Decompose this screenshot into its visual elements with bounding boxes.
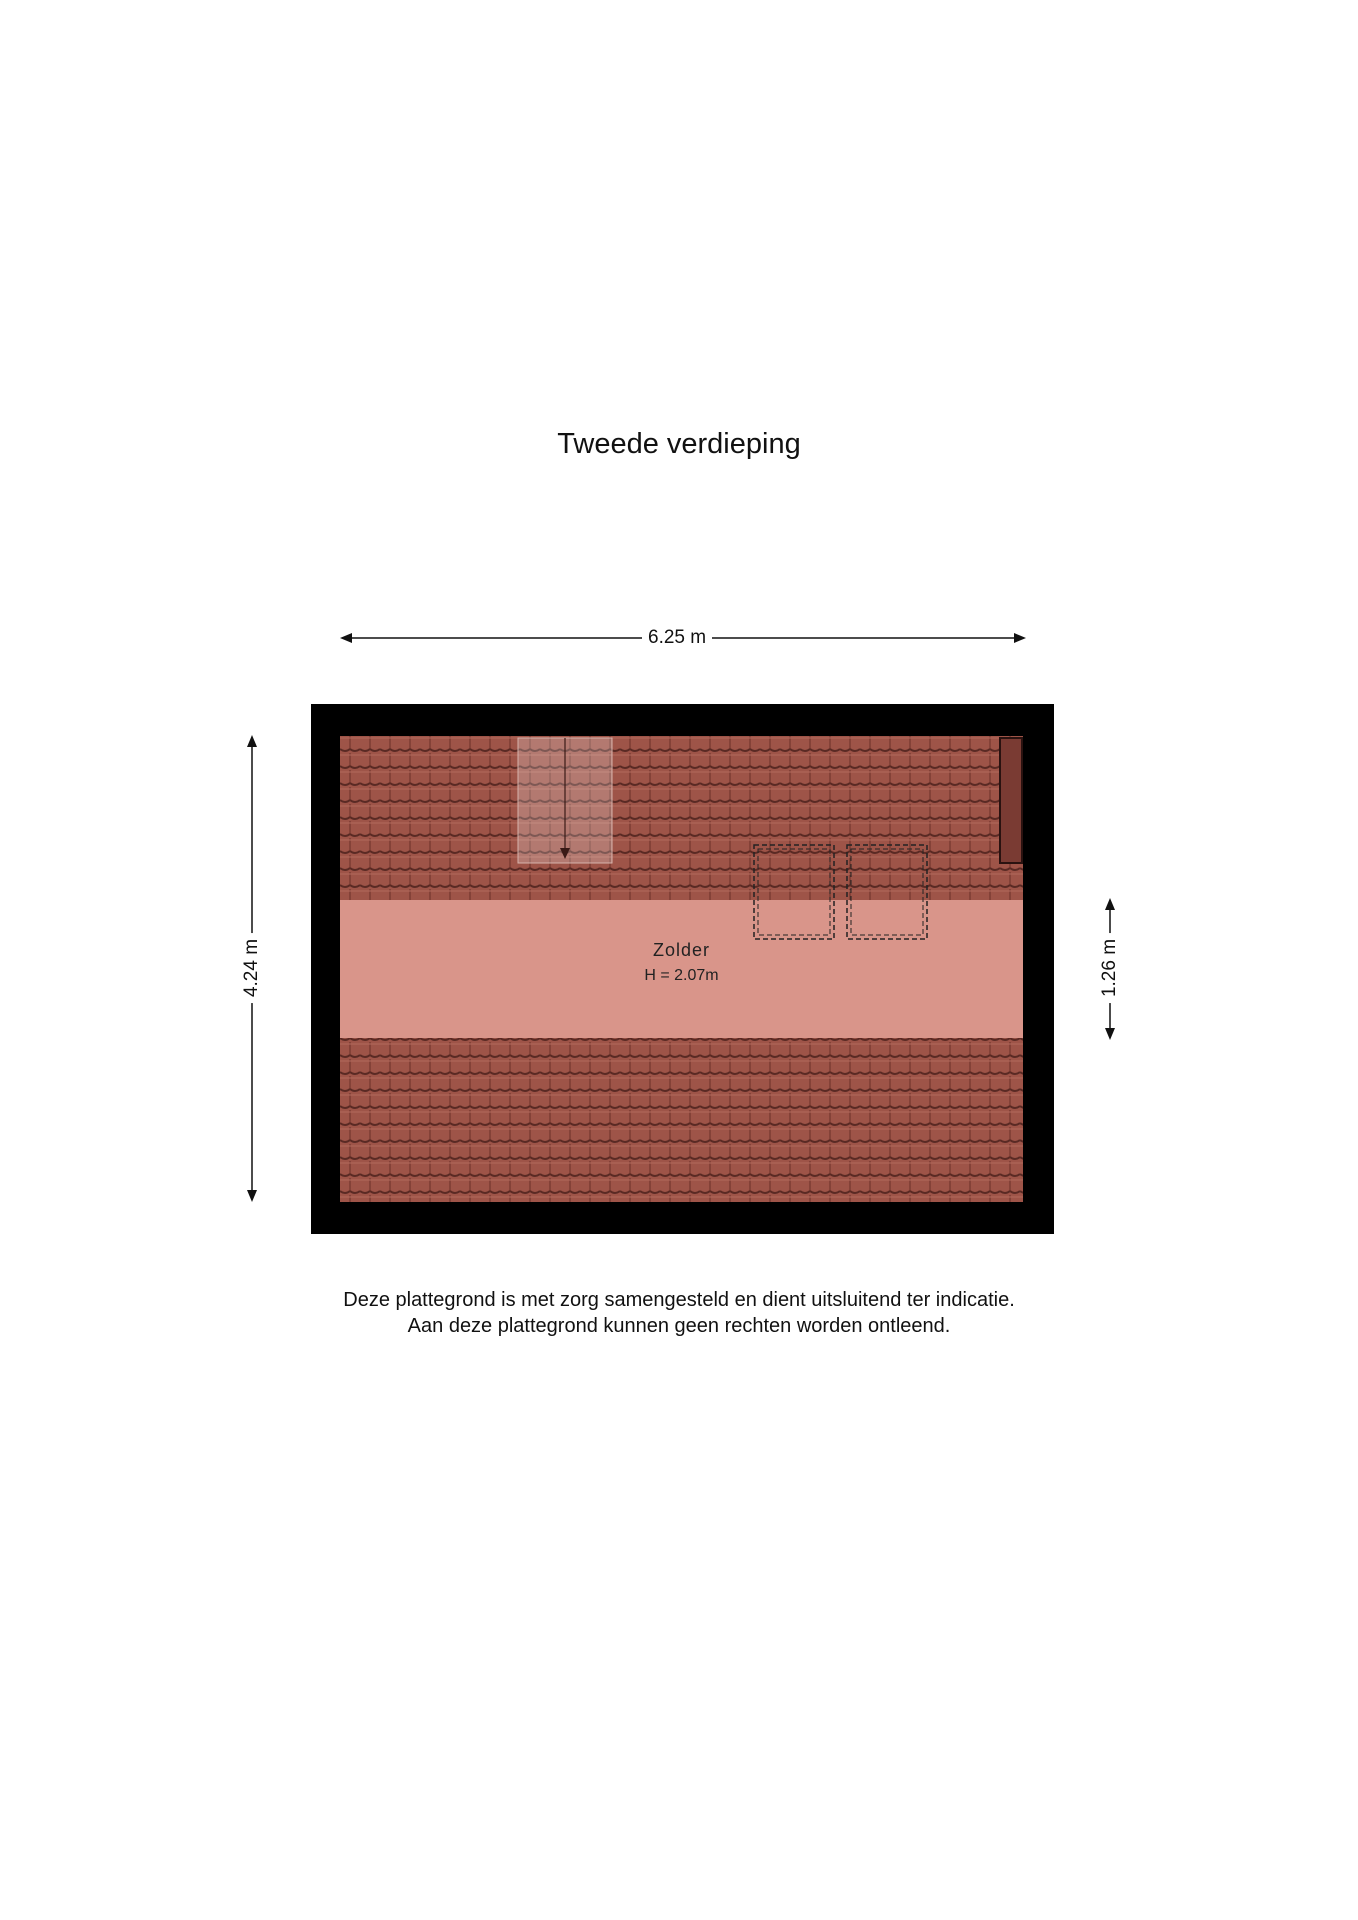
disclaimer-line-2: Aan deze plattegrond kunnen geen rechten worden ontleend. — [407, 1315, 951, 1337]
chimney-shaft — [1000, 738, 1022, 863]
room-height: H = 2.07m — [644, 967, 719, 984]
disclaimer — [0, 1287, 1358, 1339]
stair-opening — [518, 738, 612, 863]
roof-top — [340, 736, 1023, 901]
room-name: Zolder — [652, 940, 711, 960]
disclaimer-line-1: Deze plattegrond is met zorg samengesteld en dient uitsluitend ter indicatie. — [343, 1289, 1015, 1311]
roof-bottom — [340, 1037, 1023, 1202]
inner-dimension-label: 1.26 m — [1099, 933, 1121, 1003]
depth-dimension-label: 4.24 m — [241, 933, 263, 1003]
page-title: Tweede verdieping — [557, 428, 801, 460]
width-dimension-label: 6.25 m — [642, 627, 712, 649]
